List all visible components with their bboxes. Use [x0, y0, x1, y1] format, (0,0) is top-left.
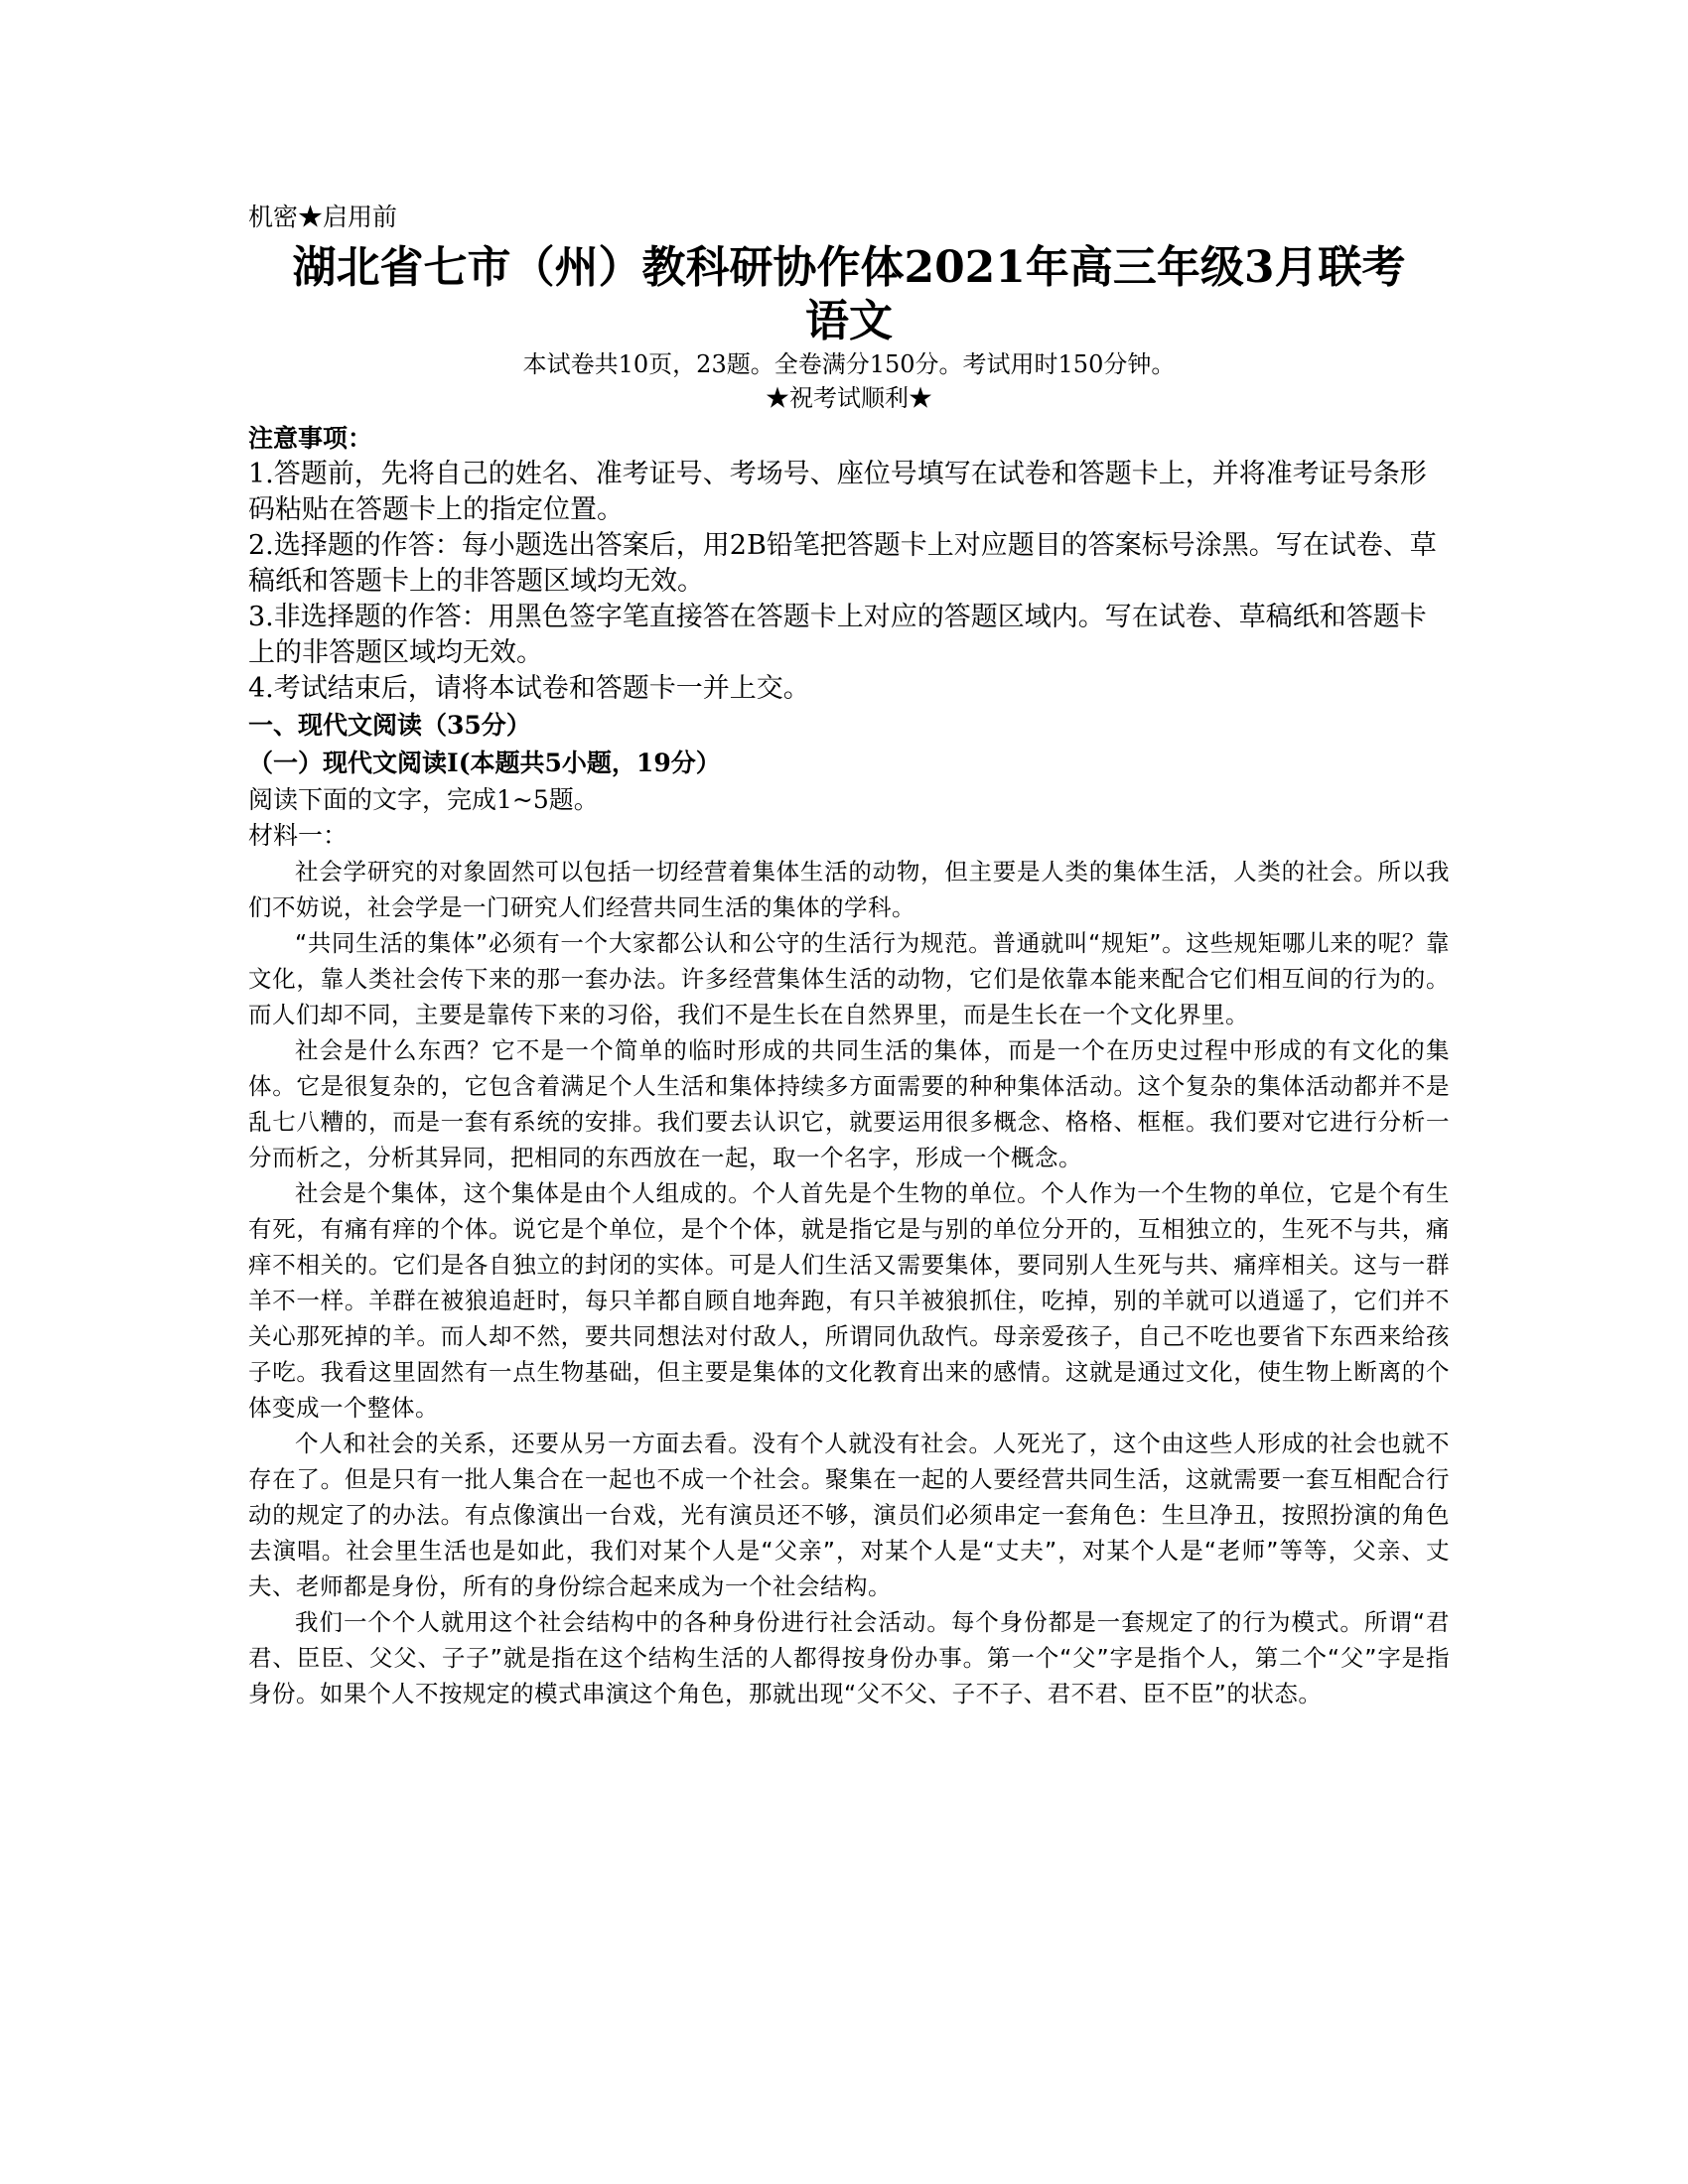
- blessing-line: ★祝考试顺利★: [766, 384, 932, 412]
- material-paragraph: “共同生活的集体”必须有一个大家都公认和公守的生活行为规范。普通就叫“规矩”。这些规矩哪儿来的呢？靠文化，靠人类社会传下来的那一套办法。许多经营集体生活的动物，它们是依靠本能来配合它们相互间的行为的。而人们却不同，主要是靠传下来的习俗，我们不是生长在自然界里，而是生长在一个文化界里。: [248, 929, 1450, 1028]
- confidential-label: 机密★启用前: [248, 203, 398, 231]
- notice-item: 3.非选择题的作答：用黑色签字笔直接答在答题卡上对应的答题区域内。写在试卷、草稿纸和答题卡上的非答题区域均无效。: [248, 602, 1427, 668]
- notice-title: 注意事项：: [248, 424, 373, 453]
- material-label: 材料一：: [248, 821, 349, 850]
- section-title: 一、现代文阅读（35分）: [248, 711, 531, 740]
- exam-title: 湖北省七市（州）教科研协作体2021年高三年级3月联考: [292, 242, 1406, 293]
- notice-item: 1.答题前，先将自己的姓名、准考证号、考场号、座位号填写在试卷和答题卡上，并将准考证号条形码粘贴在答题卡上的指定位置。: [248, 459, 1427, 525]
- material-paragraph: 社会是个集体，这个集体是由个人组成的。个人首先是个生物的单位。个人作为一个生物的单位，它是个有生有死，有痛有痒的个体。说它是个单位，是个个体，就是指它是与别的单位分开的，互相独立的，生死不与共，痛痒不相关的。它们是各自独立的封闭的实体。可是人们生活又需要集体，要同别人生死与共、痛痒相关。这与一群羊不一样。羊群在被狼追赶时，每只羊都自顾自地奔跑，有只羊被狼抓住，吃掉，别的羊就可以逍遥了，它们并不关心那死掉的羊。而人却不然，要共同想法对付敌人，所谓同仇敌忾。母亲爱孩子，自己不吃也要省下东西来给孩子吃。我看这里固然有一点生物基础，但主要是集体的文化教育出来的感情。这就是通过文化，使生物上断离的个体变成一个整体。: [248, 1179, 1450, 1422]
- reading-instruction: 阅读下面的文字，完成1~5题。: [248, 785, 599, 814]
- material-paragraph: 我们一个个人就用这个社会结构中的各种身份进行社会活动。每个身份都是一套规定了的行为模式。所谓“君君、臣臣、父父、子子”就是指在这个结构生活的人都得按身份办事。第一个“父”字是指个人，第二个“父”字是指身份。如果个人不按规定的模式串演这个角色，那就出现“父不父、子不子、君不君、臣不臣”的状态。: [248, 1608, 1450, 1707]
- material-paragraph: 社会学研究的对象固然可以包括一切经营着集体生活的动物，但主要是人类的集体生活，人类的社会。所以我们不妨说，社会学是一门研究人们经营共同生活的集体的学科。: [248, 858, 1450, 921]
- page-content: [248, 199, 1450, 1711]
- notice-item: 4.考试结束后，请将本试卷和答题卡一并上交。: [248, 673, 810, 704]
- exam-info: 本试卷共10页，23题。全卷满分150分。考试用时150分钟。: [522, 350, 1176, 378]
- subject-title: 语文: [805, 296, 893, 346]
- subsection-title: （一）现代文阅读I(本题共5小题，19分）: [248, 749, 721, 777]
- material-paragraph: 社会是什么东西？它不是一个简单的临时形成的共同生活的集体，而是一个在历史过程中形成的有文化的集体。它是很复杂的，它包含着满足个人生活和集体持续多方面需要的种种集体活动。这个复杂的集体活动都并不是乱七八糟的，而是一套有系统的安排。我们要去认识它，就要运用很多概念、格格、框框。我们要对它进行分析一分而析之，分析其异同，把相同的东西放在一起，取一个名字，形成一个概念。: [248, 1036, 1450, 1171]
- notice-item: 2.选择题的作答：每小题选出答案后，用2B铅笔把答题卡上对应题目的答案标号涂黑。写在试卷、草稿纸和答题卡上的非答题区域均无效。: [248, 530, 1437, 597]
- material-paragraph: 个人和社会的关系，还要从另一方面去看。没有个人就没有社会。人死光了，这个由这些人形成的社会也就不存在了。但是只有一批人集合在一起也不成一个社会。聚集在一起的人要经营共同生活，这就需要一套互相配合行动的规定了的办法。有点像演出一台戏，光有演员还不够，演员们必须串定一套角色：生旦净丑，按照扮演的角色去演唱。社会里生活也是如此，我们对某个人是“父亲”，对某个人是“丈夫”，对某个人是“老师”等等，父亲、丈夫、老师都是身份，所有的身份综合起来成为一个社会结构。: [248, 1430, 1450, 1600]
